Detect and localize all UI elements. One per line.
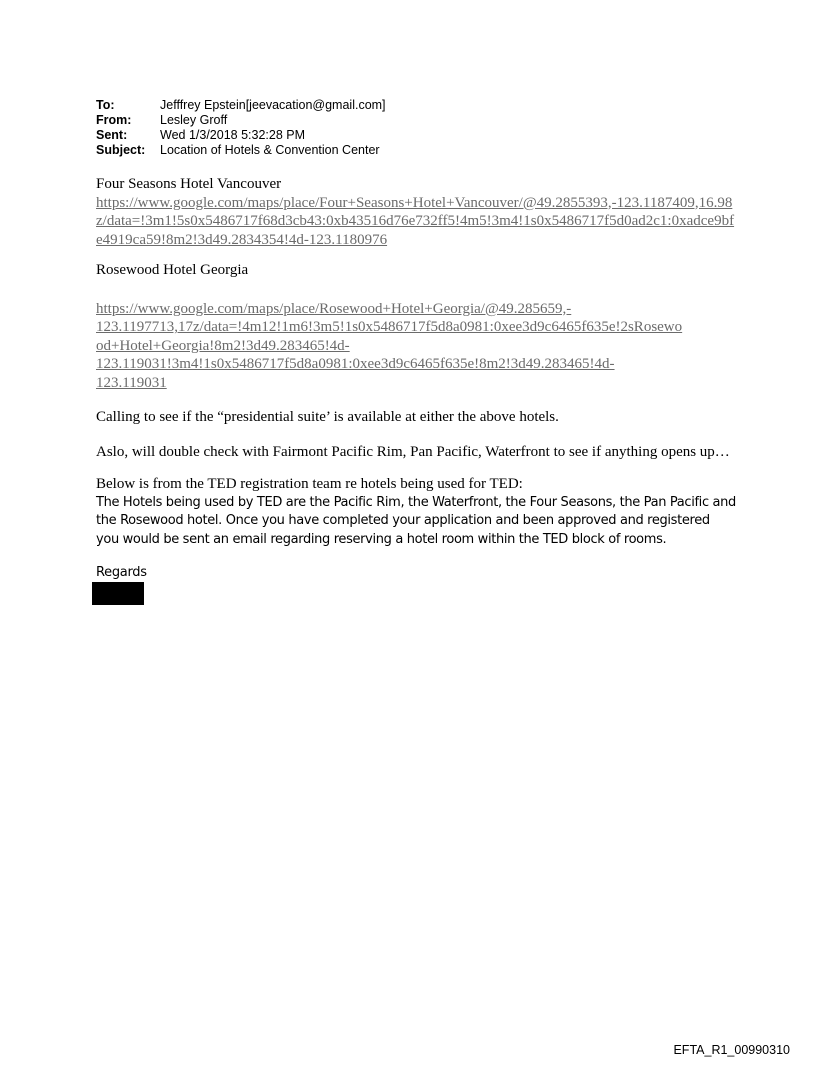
hotel2-link-line[interactable]: https://www.google.com/maps/place/Rosewood+Hotel+Georgia/@49.285659,- <box>96 300 572 317</box>
to-label: To: <box>96 98 115 112</box>
header-to-row <box>96 98 386 113</box>
hotel2-link-line[interactable]: od+Hotel+Georgia!8m2!3d49.283465!4d- <box>96 337 350 354</box>
hotel1-map-link[interactable]: https://www.google.com/maps/place/Four+Seasons+Hotel+Vancouver/@49.2855393,-123.1187409,16.98z/data=!3m1!5s0x5486717f68d3cb43:0xb43516d76e732ff5!4m5!3m4!1s0x5486717f5d0ad2c1:0xadce9bfe4919ca59!8m2!3d49.2834354!4d-123.1180976 <box>96 194 735 248</box>
hotel2-name: Rosewood Hotel Georgia <box>96 262 249 278</box>
to-value: Jefffrey Epstein[jeevacation@gmail.com] <box>160 98 386 112</box>
email-header <box>96 98 386 158</box>
regards-text: Regards <box>96 565 147 580</box>
calling-paragraph: Calling to see if the “presidential suite’ is available at either the above hotels. <box>96 409 559 425</box>
header-sent-row <box>96 128 386 143</box>
hotel1-name: Four Seasons Hotel Vancouver <box>96 176 282 192</box>
header-subject-row <box>96 143 386 158</box>
below-paragraph: Below is from the TED registration team re hotels being used for TED: <box>96 476 523 492</box>
subject-value: Location of Hotels & Convention Center <box>160 143 380 157</box>
hotel2-link-line[interactable]: 123.119031 <box>96 374 167 391</box>
sent-label: Sent: <box>96 128 128 142</box>
hotel2-link-line[interactable]: 123.1197713,17z/data=!4m12!1m6!3m5!1s0x5486717f5d8a0981:0xee3d9c6465f635e!2sRosewo <box>96 319 683 335</box>
email-body <box>96 175 736 605</box>
subject-label: Subject: <box>96 143 146 157</box>
aslo-paragraph: Aslo, will double check with Fairmont Pacific Rim, Pan Pacific, Waterfront to see if anything opens up… <box>96 443 730 460</box>
redaction-block <box>92 582 144 605</box>
from-value: Lesley Groff <box>160 113 228 127</box>
from-label: From: <box>96 113 132 127</box>
header-from-row <box>96 113 386 128</box>
hotel2-link-line[interactable]: 123.119031!3m4!1s0x5486717f5d8a0981:0xee3d9c6465f635e!8m2!3d49.283465!4d- <box>96 356 615 372</box>
document-id: EFTA_R1_00990310 <box>673 1043 790 1057</box>
sent-value: Wed 1/3/2018 5:32:28 PM <box>160 128 306 142</box>
hotel2-map-link[interactable] <box>96 300 736 393</box>
ted-paragraph: The Hotels being used by TED are the Pacific Rim, the Waterfront, the Four Seasons, the Pan Pacific and the Rosewood hotel. Once you have completed your application and been approved and registered you would be sent an email regarding reserving a hotel room within the TED block of rooms. <box>96 494 736 547</box>
